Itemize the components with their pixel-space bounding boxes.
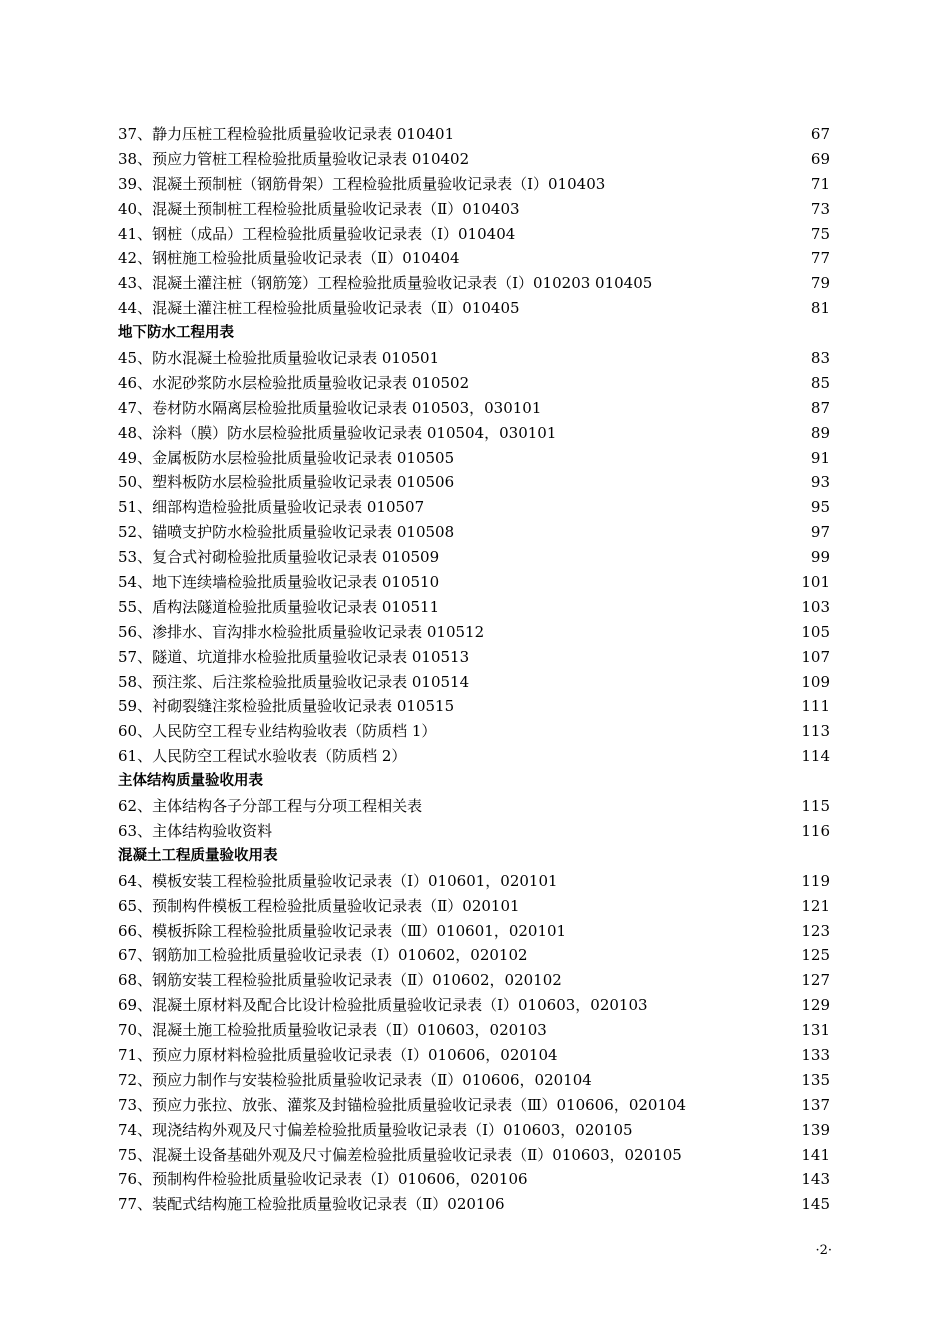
section-title: 地下防水工程用表 — [118, 325, 234, 342]
entry-page-number: 123 — [801, 921, 830, 940]
entry-page-number: 89 — [810, 423, 830, 442]
toc-entry — [118, 545, 830, 570]
entry-page-number: 125 — [801, 946, 830, 965]
toc-section-heading — [118, 844, 830, 869]
entry-title: 64、模板安装工程检验批质量验收记录表（Ⅰ）010601，020101 — [118, 871, 558, 890]
entry-page-number: 145 — [801, 1195, 830, 1214]
toc-entry — [118, 794, 830, 819]
entry-title: 77、装配式结构施工检验批质量验收记录表（Ⅱ）020106 — [118, 1195, 505, 1214]
entry-page-number: 129 — [801, 996, 830, 1015]
section-title: 混凝土工程质量验收用表 — [118, 847, 278, 864]
entry-title: 37、静力压桩工程检验批质量验收记录表 010401 — [118, 125, 455, 143]
toc-entry — [118, 197, 830, 222]
toc-entry — [118, 670, 830, 695]
entry-title: 41、钢桩（成品）工程检验批质量验收记录表（Ⅰ）010404 — [118, 224, 516, 243]
entry-title: 63、主体结构验收资料 — [118, 821, 273, 840]
entry-title: 43、混凝土灌注桩（钢筋笼）工程检验批质量验收记录表（Ⅰ）010203 010405 — [118, 274, 653, 293]
entry-page-number: 127 — [801, 971, 830, 990]
entry-page-number: 77 — [810, 249, 830, 268]
entry-page-number: 121 — [801, 896, 830, 915]
toc-entry — [118, 1167, 830, 1192]
toc-entry — [118, 520, 830, 545]
toc-entry — [118, 1192, 830, 1217]
entry-page-number: 139 — [801, 1120, 830, 1139]
entry-page-number: 111 — [801, 697, 830, 716]
toc-entry — [118, 993, 830, 1018]
entry-title: 58、预注浆、后注浆检验批质量验收记录表 010514 — [118, 672, 470, 691]
toc-entry — [118, 620, 830, 645]
entry-page-number: 99 — [810, 548, 830, 567]
toc-entry — [118, 1118, 830, 1143]
entry-title: 60、人民防空工程专业结构验收表（防质档 1） — [118, 722, 437, 741]
toc-entry — [118, 495, 830, 520]
entry-page-number: 85 — [810, 373, 830, 392]
entry-title: 46、水泥砂浆防水层检验批质量验收记录表 010502 — [118, 373, 470, 392]
entry-title: 51、细部构造检验批质量验收记录表 010507 — [118, 498, 425, 517]
entry-page-number: 113 — [801, 722, 830, 741]
entry-page-number: 101 — [801, 573, 830, 592]
entry-title: 65、预制构件模板工程检验批质量验收记录表（Ⅱ）020101 — [118, 896, 520, 915]
entry-page-number: 119 — [801, 871, 830, 890]
entry-page-number: 143 — [801, 1170, 830, 1189]
entry-page-number: 95 — [810, 498, 830, 517]
toc-entry — [118, 246, 830, 271]
entry-title: 53、复合式衬砌检验批质量验收记录表 010509 — [118, 548, 440, 567]
table-of-contents — [118, 122, 830, 1217]
entry-page-number: 87 — [810, 398, 830, 417]
toc-entry — [118, 943, 830, 968]
entry-title: 76、预制构件检验批质量验收记录表（Ⅰ）010606，020106 — [118, 1170, 528, 1189]
toc-section-heading — [118, 321, 830, 346]
entry-title: 45、防水混凝土检验批质量验收记录表 010501 — [118, 349, 440, 368]
toc-entry — [118, 122, 830, 147]
toc-entry — [118, 1018, 830, 1043]
entry-page-number: 75 — [810, 224, 830, 243]
toc-entry — [118, 147, 830, 172]
toc-entry — [118, 694, 830, 719]
entry-page-number: 91 — [810, 448, 830, 467]
entry-page-number: 141 — [801, 1145, 830, 1164]
toc-entry — [118, 296, 830, 321]
entry-page-number: 135 — [801, 1070, 830, 1089]
entry-title: 49、金属板防水层检验批质量验收记录表 010505 — [118, 448, 455, 467]
toc-entry — [118, 819, 830, 844]
entry-title: 44、混凝土灌注桩工程检验批质量验收记录表（Ⅱ）010405 — [118, 299, 520, 318]
entry-title: 48、涂料（膜）防水层检验批质量验收记录表 010504，030101 — [118, 423, 557, 442]
entry-title: 39、混凝土预制桩（钢筋骨架）工程检验批质量验收记录表（Ⅰ）010403 — [118, 174, 606, 193]
toc-entry — [118, 421, 830, 446]
entry-page-number: 114 — [801, 747, 830, 766]
entry-title: 38、预应力管桩工程检验批质量验收记录表 010402 — [118, 149, 470, 168]
toc-section-heading — [118, 769, 830, 794]
entry-title: 55、盾构法隧道检验批质量验收记录表 010511 — [118, 597, 440, 616]
entry-title: 72、预应力制作与安装检验批质量验收记录表（Ⅱ）010606，020104 — [118, 1070, 592, 1089]
entry-title: 57、隧道、坑道排水检验批质量验收记录表 010513 — [118, 647, 470, 666]
toc-entry — [118, 446, 830, 471]
entry-page-number: 116 — [801, 821, 830, 840]
entry-title: 54、地下连续墙检验批质量验收记录表 010510 — [118, 573, 440, 592]
entry-title: 59、衬砌裂缝注浆检验批质量验收记录表 010515 — [118, 697, 455, 716]
toc-entry — [118, 968, 830, 993]
entry-title: 40、混凝土预制桩工程检验批质量验收记录表（Ⅱ）010403 — [118, 199, 520, 218]
toc-entry — [118, 595, 830, 620]
entry-title: 50、塑料板防水层检验批质量验收记录表 010506 — [118, 473, 455, 492]
entry-title: 69、混凝土原材料及配合比设计检验批质量验收记录表（Ⅰ）010603，020103 — [118, 996, 648, 1015]
entry-title: 56、渗排水、盲沟排水检验批质量验收记录表 010512 — [118, 622, 485, 641]
entry-page-number: 69 — [810, 149, 830, 168]
toc-entry — [118, 271, 830, 296]
entry-page-number: 79 — [810, 274, 830, 293]
entry-page-number: 131 — [801, 1021, 830, 1040]
entry-title: 52、锚喷支护防水检验批质量验收记录表 010508 — [118, 523, 455, 542]
entry-page-number: 73 — [810, 199, 830, 218]
entry-title: 62、主体结构各子分部工程与分项工程相关表 — [118, 797, 423, 816]
entry-page-number: 105 — [801, 622, 830, 641]
entry-page-number: 93 — [810, 473, 830, 492]
toc-entry — [118, 172, 830, 197]
entry-title: 73、预应力张拉、放张、灌浆及封锚检验批质量验收记录表（Ⅲ）010606，020104 — [118, 1095, 687, 1114]
entry-title: 67、钢筋加工检验批质量验收记录表（Ⅰ）010602，020102 — [118, 946, 528, 965]
toc-entry — [118, 869, 830, 894]
entry-page-number: 103 — [801, 597, 830, 616]
toc-entry — [118, 371, 830, 396]
entry-title: 47、卷材防水隔离层检验批质量验收记录表 010503，030101 — [118, 398, 542, 417]
entry-title: 75、混凝土设备基础外观及尺寸偏差检验批质量验收记录表（Ⅱ）010603，020105 — [118, 1145, 682, 1164]
entry-page-number: 107 — [801, 647, 830, 666]
toc-entry — [118, 645, 830, 670]
toc-entry — [118, 1043, 830, 1068]
entry-title: 74、现浇结构外观及尺寸偏差检验批质量验收记录表（Ⅰ）010603，020105 — [118, 1120, 633, 1139]
section-title: 主体结构质量验收用表 — [118, 773, 263, 790]
entry-title: 70、混凝土施工检验批质量验收记录表（Ⅱ）010603，020103 — [118, 1021, 547, 1040]
toc-entry — [118, 570, 830, 595]
toc-entry — [118, 919, 830, 944]
entry-page-number: 67 — [810, 125, 830, 143]
toc-entry — [118, 744, 830, 769]
entry-page-number: 71 — [810, 174, 830, 193]
entry-page-number: 137 — [801, 1095, 830, 1114]
toc-entry — [118, 1068, 830, 1093]
entry-page-number: 97 — [810, 523, 830, 542]
toc-entry — [118, 1093, 830, 1118]
entry-title: 42、钢桩施工检验批质量验收记录表（Ⅱ）010404 — [118, 249, 460, 268]
entry-page-number: 115 — [801, 797, 830, 816]
page-number-footer: ·2· — [815, 1243, 832, 1258]
toc-entry — [118, 1143, 830, 1168]
toc-entry — [118, 396, 830, 421]
toc-entry — [118, 719, 830, 744]
entry-title: 66、模板拆除工程检验批质量验收记录表（Ⅲ）010601，020101 — [118, 921, 567, 940]
entry-page-number: 133 — [801, 1045, 830, 1064]
entry-page-number: 81 — [810, 299, 830, 318]
entry-page-number: 83 — [810, 349, 830, 368]
toc-entry — [118, 470, 830, 495]
toc-entry — [118, 894, 830, 919]
entry-title: 71、预应力原材料检验批质量验收记录表（Ⅰ）010606，020104 — [118, 1045, 558, 1064]
entry-title: 61、人民防空工程试水验收表（防质档 2） — [118, 747, 407, 766]
toc-entry — [118, 222, 830, 247]
entry-page-number: 109 — [801, 672, 830, 691]
toc-entry — [118, 346, 830, 371]
entry-title: 68、钢筋安装工程检验批质量验收记录表（Ⅱ）010602，020102 — [118, 971, 562, 990]
